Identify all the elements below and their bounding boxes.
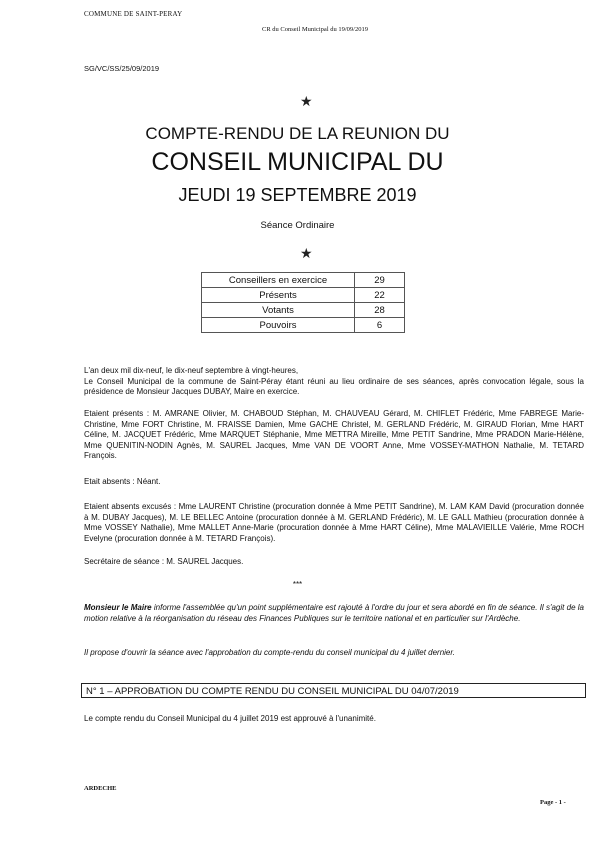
section-text: Le compte rendu du Conseil Municipal du 4 juillet 2019 est approuvé à l'unanimité. [84,714,376,723]
absent-members: Etait absents : Néant. [84,477,161,486]
mayor-announcement [84,603,584,624]
stat-value: 6 [355,318,405,333]
announcement-text: informe l'assemblée qu'un point supplémentaire est rajouté à l'ordre du jour et sera abordé en fin de séance. Il s'agit de la motion relative à la réorganisation du réseau des Finances Publiques sur le territoire national et en particulier sur l'Ardèche. [84,603,584,623]
excused-members: Etaient absents excusés : Mme LAURENT Christine (procuration donnée à Mme PETIT Sandrine), M. LAM KAM David (procuration donnée à M. DUBAY Jacques), M. LE BELLEC Antoine (procuration donnée à M. GERLAND Frédéric), M. LE GALL Mathieu (procuration donnée à Mme VOSSEY Nathalie), Mme MALLET Anne-Marie (procuration donnée à Mme HART Céline), Mme MALAVIEILLE Valérie, Mme ROCH Evelyne (procuration donnée à M. TETARD François). [84,502,584,543]
attendance-table [201,272,405,333]
stat-label: Pouvoirs [202,318,355,333]
table-row [202,318,405,333]
section-heading: N° 1 – APPROBATION DU COMPTE RENDU DU CONSEIL MUNICIPAL DU 04/07/2019 [81,683,586,698]
intro-paragraph [84,366,584,398]
table-row [202,288,405,303]
intro-line-2: Le Conseil Municipal de la commune de Saint-Péray étant réuni au lieu ordinaire de ses séances, après convocation légale, sous la présidence de Monsieur Jacques DUBAY, Maire en exercice. [84,376,584,396]
star-icon: ★ [300,95,313,110]
mayor-proposal: Il propose d'ouvrir la séance avec l'approbation du compte-rendu du conseil municipal du 4 juillet dernier. [84,648,455,657]
reference-code: SG/VC/SS/25/09/2019 [84,64,160,73]
table-row [202,273,405,288]
stat-value: 22 [355,288,405,303]
speaker: Monsieur le Maire [84,603,152,612]
intro-line-1: L'an deux mil dix-neuf, le dix-neuf septembre à vingt-heures, [84,366,299,375]
page-title: CONSEIL MUNICIPAL DU [151,148,444,176]
present-members: Etaient présents : M. AMRANE Olivier, M. CHABOUD Stéphan, M. CHAUVEAU Gérard, M. CHIFLET Frédéric, Mme FABREGE Marie-Christine, Mme FORT Christine, M. FRAISSE Damien, Mme GACHE Christel, M. GERLAND Frédéric, M. GIRAUD Florian, Mme HART Céline, M. JACQUET Frédéric, Mme MARQUET Stéphanie, Mme METTRA Mireille, Mme PETIT Sandrine, Mme PRADON Marie-Hélène, Mme QUENITIN-NODIN Agnès, M. SAUREL Jacques, Mme VAN DE VOORT Anne, Mme VOSSEY-MATHON Nathalie, M. TETARD François. [84,409,584,460]
footer-department: ARDECHE [84,785,117,792]
stat-value: 29 [355,273,405,288]
page-number: Page - 1 - [540,799,566,806]
stat-label: Conseillers en exercice [202,273,355,288]
meeting-secretary: Secrétaire de séance : M. SAUREL Jacques. [84,557,244,566]
separator: *** [292,580,303,589]
star-icon: ★ [300,247,313,262]
stat-label: Présents [202,288,355,303]
stat-label: Votants [202,303,355,318]
header-commune: COMMUNE DE SAINT-PERAY [84,10,183,18]
title-line-1: COMPTE-RENDU DE LA REUNION DU [145,124,450,143]
header-document-title: CR du Conseil Municipal du 19/09/2019 [262,26,368,33]
meeting-date: JEUDI 19 SEPTEMBRE 2019 [178,185,417,205]
table-row [202,303,405,318]
stat-value: 28 [355,303,405,318]
session-type: Séance Ordinaire [260,220,335,231]
